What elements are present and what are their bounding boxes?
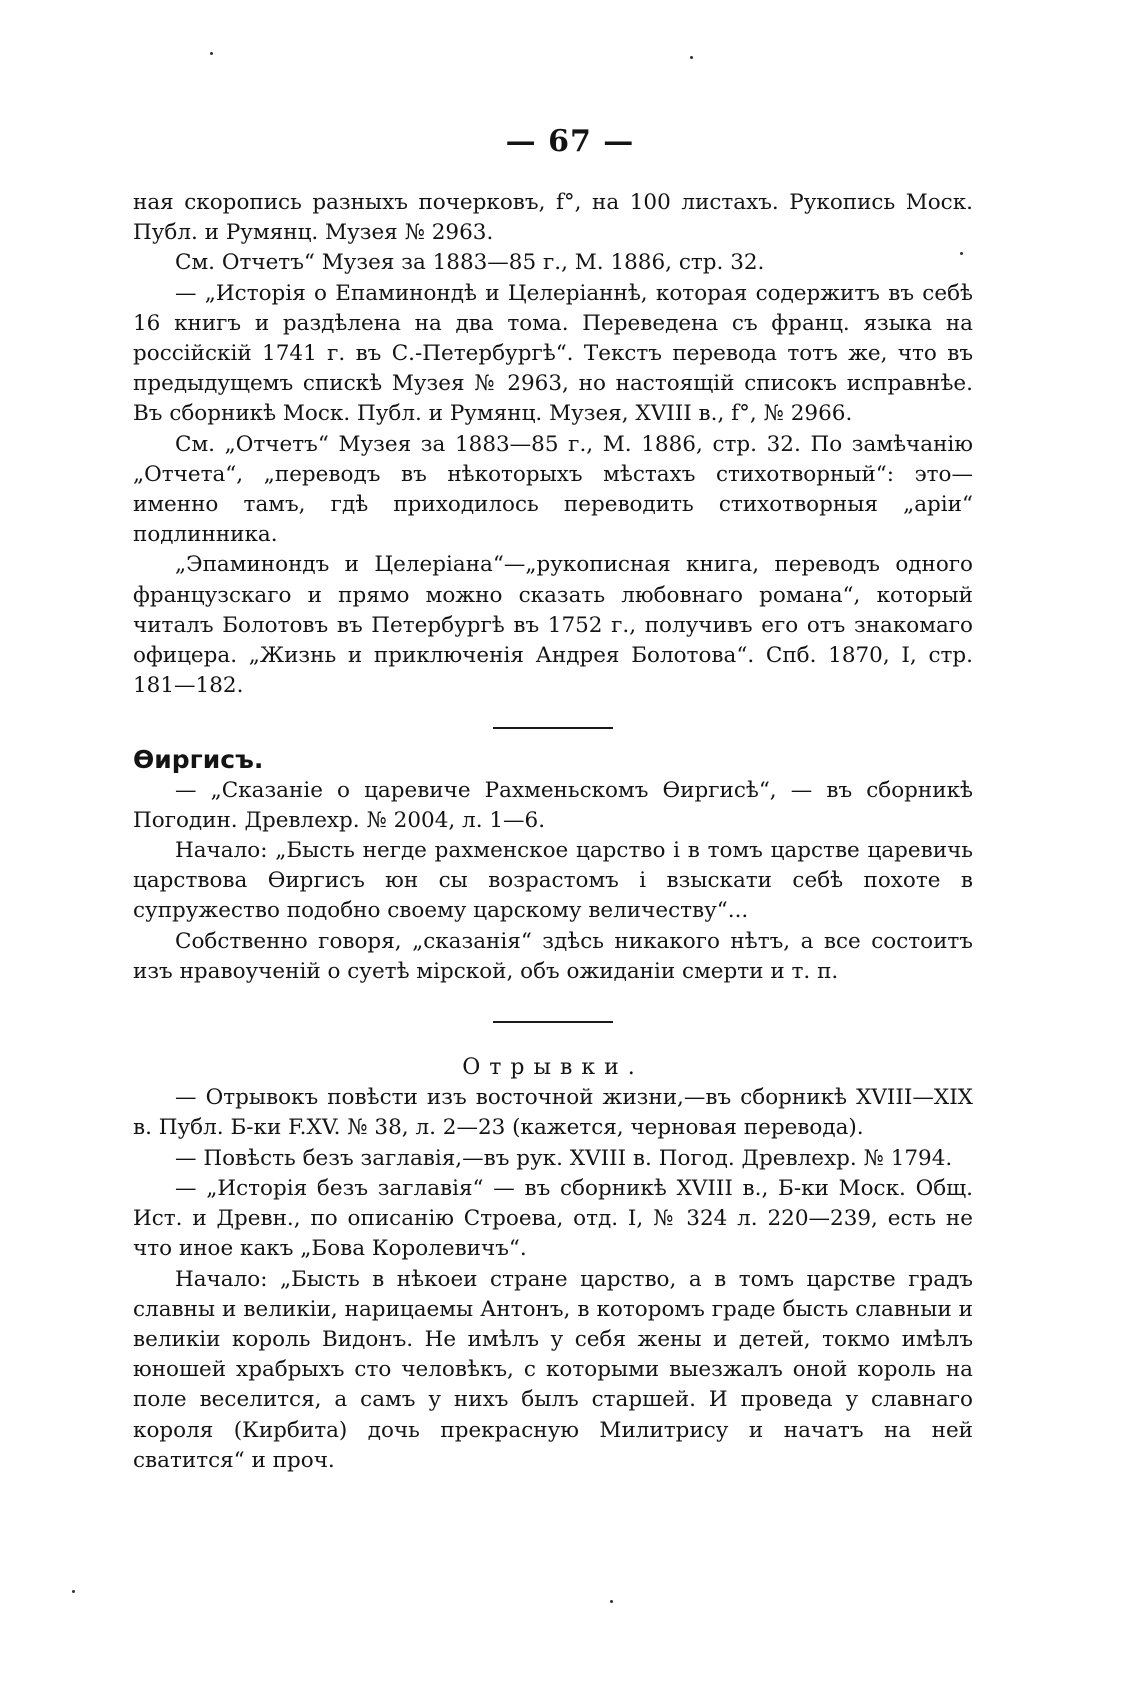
paragraph: — Отрывокъ повѣсти изъ восточной жизни,—въ сборникѣ XVIII—XIX в. Публ. Б-ки F.XV. № 38, л. 2—23 (кажется, черновая перевода). — [133, 1085, 973, 1141]
paragraph: См. „Отчетъ“ Музея за 1883—85 г., М. 1886, стр. 32. По замѣчанію „Отчета“, „переводъ въ нѣкоторыхъ мѣстахъ стихотворный“: это—именно тамъ, гдѣ приходилось переводить стихотворныя „аріи“ подлинника. — [133, 431, 973, 548]
paragraph: См. Отчетъ“ Музея за 1883—85 г., М. 1886, стр. 32. — [175, 250, 765, 276]
paragraph: „Эпаминондъ и Целеріана“—„рукописная книга, переводъ одного французскаго и прямо можно сказать любовнаго романа“, который читалъ Болотовъ въ Петербургѣ въ 1752 г., получивъ его отъ знакомаго офицера. „Жизнь и приключенія Андрея Болотова“. Спб. 1870, I, стр. 181—182. — [133, 552, 973, 699]
page-number: — 67 — — [505, 124, 635, 159]
page-body — [133, 188, 973, 1476]
paragraph: — „Сказаніе о царевиче Рахменьскомъ Өиргисѣ“, — въ сборникѣ Погодин. Древлехр. № 2004, л. 1—6. — [133, 777, 973, 833]
section-heading: Өиргисъ. — [133, 745, 264, 775]
speck — [210, 52, 213, 55]
speck — [72, 1590, 75, 1593]
paragraph: — Повѣсть безъ заглавія,—въ рук. XVIII в. Погод. Древлехр. № 1794. — [175, 1145, 953, 1171]
paragraph: Начало: „Бысть негде рахменское царство і в томъ царстве царевичь царствова Өиргисъ юн сы возрастомъ і взыскати себѣ похоте в супружество подобно своему царскому величеству“... — [133, 838, 973, 924]
section-heading: Отрывки. — [462, 1055, 644, 1081]
speck — [610, 1600, 613, 1603]
section-divider — [493, 1021, 613, 1023]
paragraph: — „Исторія о Епаминондѣ и Целеріаннѣ, которая содержитъ въ себѣ 16 книгъ и раздѣлена на два тома. Переведена съ франц. языка на россійскій 1741 г. въ С.-Петербургѣ“. Текстъ перевода тотъ же, что въ предыдущемъ спискѣ Музея № 2963, но настоящій списокъ исправнѣе. Въ сборникѣ Моск. Публ. и Румянц. Музея, XVIII в., f°, № 2966. — [133, 280, 973, 427]
paragraph: Собственно говоря, „сказанія“ здѣсь никакого нѣтъ, а все состоитъ изъ нравоученій о суетѣ мірской, объ ожиданіи смерти и т. п. — [133, 928, 973, 984]
paragraph: Начало: „Бысть в нѣкоеи стране царство, а в томъ царстве градъ славны и великіи, нарицаемы Антонъ, в которомъ граде бысть славныи и великіи король Видонъ. Не имѣлъ у себя жены и детей, токмо имѣлъ юношей храбрыхъ сто человѣкъ, с которыми выезжалъ оной король на поле веселится, а самъ у нихъ былъ старшей. И проведа у славнаго короля (Кирбита) дочь прекрасную Милитрису и начатъ на ней сватится“ и проч. — [133, 1266, 973, 1473]
section-divider — [493, 727, 613, 729]
speck — [690, 56, 693, 59]
intro-paragraph: ная скоропись разныхъ почерковъ, f°, на 100 листахъ. Рукопись Моск. Публ. и Румянц. Музея № 2963. — [133, 190, 973, 246]
paragraph: — „Исторія безъ заглавія“ — въ сборникѣ XVIII в., Б-ки Моск. Общ. Ист. и Древн., по описанію Строева, отд. I, № 324 л. 220—239, есть не что иное какъ „Бова Королевичъ“. — [133, 1175, 973, 1262]
